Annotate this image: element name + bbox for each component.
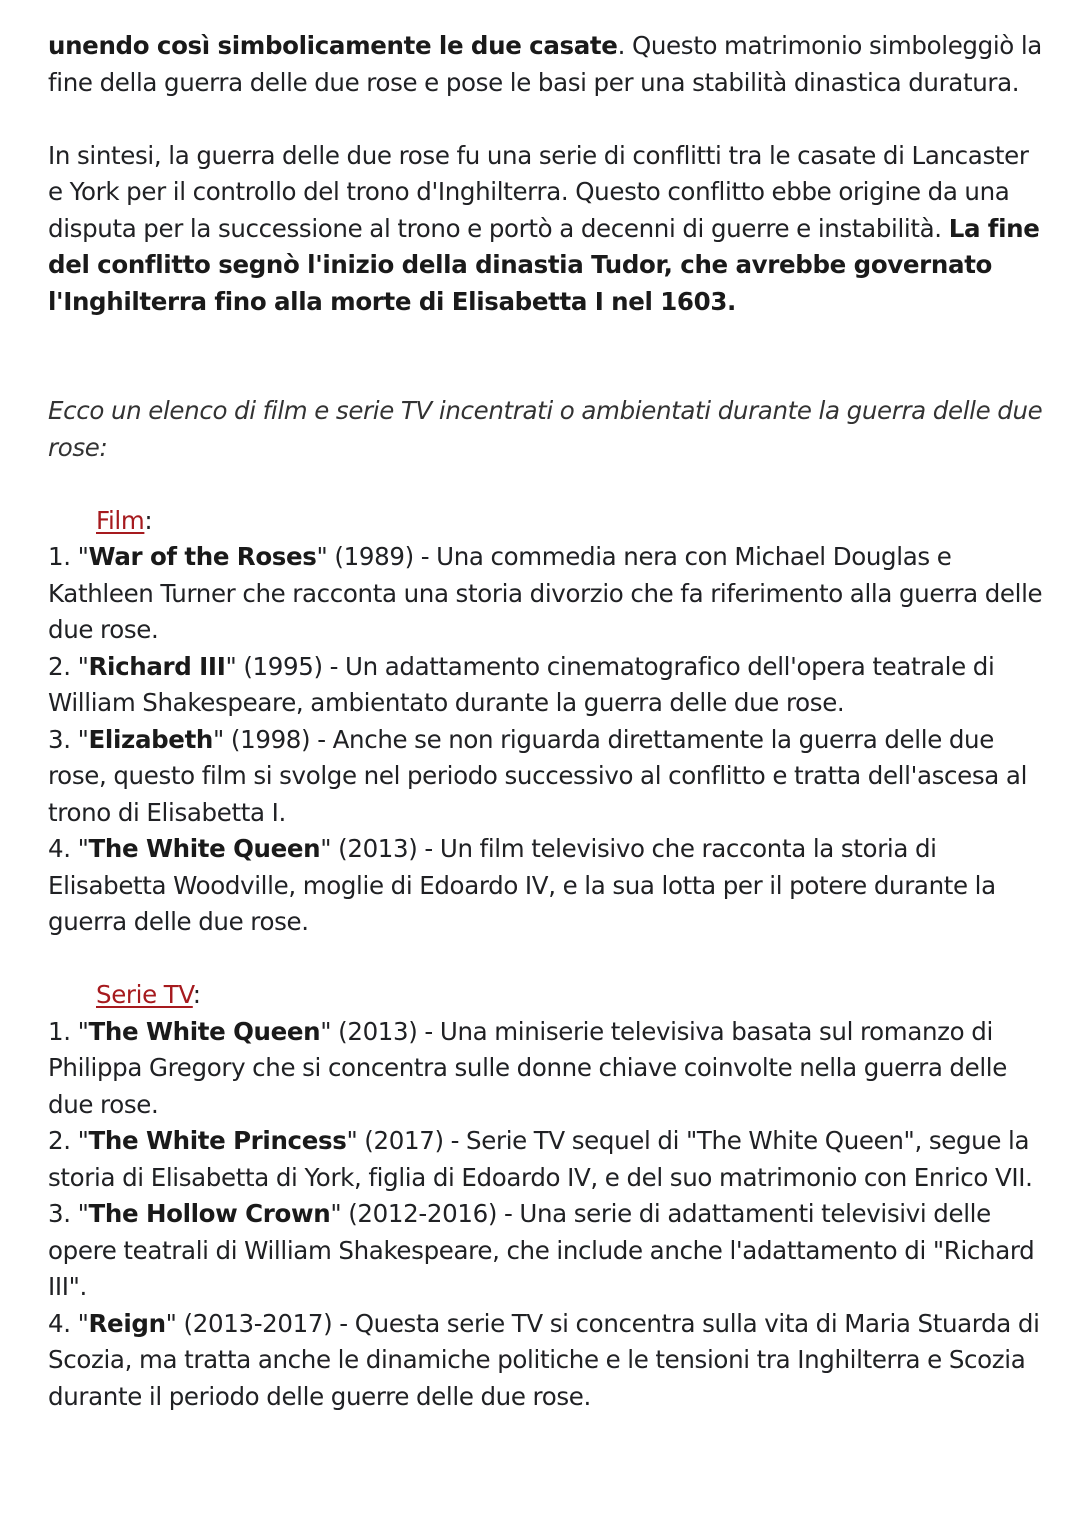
film-item bbox=[48, 539, 1048, 649]
spacer bbox=[48, 466, 1048, 503]
film-item-number: 4. " bbox=[48, 834, 89, 863]
serie-item-number: 2. " bbox=[48, 1126, 89, 1155]
film-item-description: " (1989) - Una commedia nera con Michael Douglas e Kathleen Turner che racconta una storia divorzio che fa riferimento alla guerra delle due rose. bbox=[48, 542, 1043, 644]
paragraph-marriage bbox=[48, 28, 1048, 101]
serie-item-title: The Hollow Crown bbox=[88, 1199, 331, 1228]
film-item bbox=[48, 649, 1048, 722]
paragraph-marriage-bold: unendo così simbolicamente le due casate bbox=[48, 31, 618, 60]
spacer bbox=[48, 320, 1048, 393]
serie-item-description: " (2013) - Una miniserie televisiva basata sul romanzo di Philippa Gregory che si concentra sulle donne chiave coinvolte nella guerra delle due rose. bbox=[48, 1016, 1007, 1119]
serie-item-title: The White Princess bbox=[88, 1126, 347, 1155]
serie-item-description: " (2013-2017) - Questa serie TV si concentra sulla vita di Maria Stuarda di Scozia, ma tratta anche le dinamiche politiche e le tensioni tra Inghilterra e Scozia durante il periodo delle guerre delle due rose. bbox=[48, 1308, 1040, 1411]
film-item-description: " (1998) - Anche se non riguarda direttamente la guerra delle due rose, questo film si svolge nel periodo successivo al conflitto e tratta dell'ascesa al trono di Elisabetta I. bbox=[48, 724, 1028, 827]
serie-item-number: 4. " bbox=[48, 1308, 89, 1338]
paragraph-summary-text: In sintesi, la guerra delle due rose fu una serie di conflitti tra le casate di Lancaster e York per il controllo del trono d'Inghilterra. Questo conflitto ebbe origine da una disputa per la successione al trono e portò a decenni di guerre e instabilità. bbox=[48, 140, 1029, 243]
film-heading: Film: bbox=[96, 505, 153, 535]
serie-item bbox=[48, 1014, 1048, 1124]
film-item-number: 3. " bbox=[48, 724, 89, 754]
serie-item-title: Reign bbox=[88, 1308, 166, 1338]
list-intro: Ecco un elenco di film e serie TV incentrati o ambientati durante la guerra delle due rose: bbox=[48, 396, 1043, 462]
serie-item-description: " (2017) - Serie TV sequel di "The White Queen", segue la storia di Elisabetta di York, figlia di Edoardo IV, e del suo matrimonio con Enrico VII. bbox=[48, 1126, 1033, 1192]
film-item bbox=[48, 831, 1048, 941]
film-item-description: " (1995) - Un adattamento cinematografico dell'opera teatrale di William Shakespeare, ambientato durante la guerra delle due rose. bbox=[48, 651, 995, 717]
serie-item-title: The White Queen bbox=[88, 1016, 321, 1046]
serie-item-description: " (2012-2016) - Una serie di adattamenti televisivi delle opere teatrali di William Shakespeare, che include anche l'adattamento di "Richard III". bbox=[48, 1199, 1035, 1301]
serie-heading-label: Serie TV bbox=[96, 980, 193, 1009]
film-item-title: Richard III bbox=[88, 651, 226, 681]
serie-heading: Serie TV: bbox=[96, 980, 201, 1009]
serie-item-number: 3. " bbox=[48, 1199, 89, 1228]
document-page bbox=[48, 28, 1048, 1415]
paragraph-summary-bold: La fine del conflitto segnò l'inizio della dinastia Tudor, che avrebbe governato l'Inghilterra fino alla morte di Elisabetta I nel 1603. bbox=[48, 213, 1040, 316]
serie-item-number: 1. " bbox=[48, 1016, 89, 1046]
serie-item bbox=[48, 1123, 1048, 1196]
serie-item bbox=[48, 1306, 1048, 1416]
film-item-number: 2. " bbox=[48, 651, 89, 681]
film-item-title: War of the Roses bbox=[88, 542, 317, 571]
film-heading-label: Film bbox=[96, 505, 145, 535]
film-item bbox=[48, 722, 1048, 832]
film-item-title: Elizabeth bbox=[88, 724, 214, 754]
serie-item bbox=[48, 1196, 1048, 1306]
paragraph-summary bbox=[48, 138, 1048, 321]
film-item-description: " (2013) - Un film televisivo che racconta la storia di Elisabetta Woodville, moglie di Edoardo IV, e la sua lotta per il potere durante la guerra delle due rose. bbox=[48, 834, 996, 936]
film-item-title: The White Queen bbox=[88, 834, 321, 863]
film-item-number: 1. " bbox=[48, 542, 89, 571]
paragraph-marriage-text: . Questo matrimonio simboleggiò la fine della guerra delle due rose e pose le basi per una stabilità dinastica duratura. bbox=[48, 31, 1042, 97]
spacer bbox=[48, 941, 1048, 978]
spacer bbox=[48, 101, 1048, 138]
